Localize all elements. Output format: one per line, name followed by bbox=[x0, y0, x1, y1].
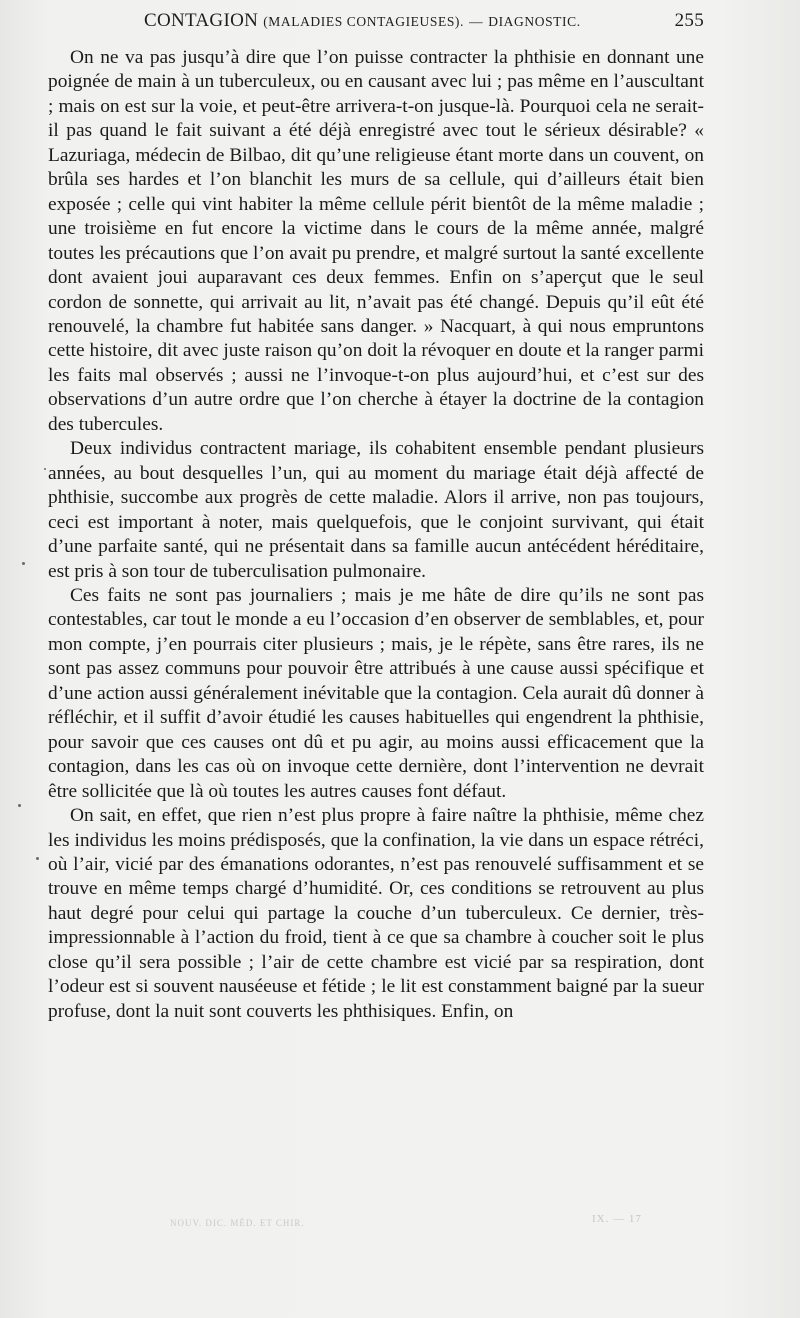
running-head-title bbox=[144, 10, 581, 32]
page-number: 255 bbox=[674, 10, 704, 31]
header-dash: — bbox=[469, 14, 484, 29]
paper-speck bbox=[36, 857, 39, 860]
header-title: CONTAGION bbox=[144, 10, 259, 31]
paragraph: Ces faits ne sont pas journaliers ; mais je me hâte de dire qu’ils ne sont pas contestables, car tout le monde a eu l’occasion d’en observer de semblables, et, pour mon compte, j’en pourrais citer plusieurs ; mais, je le répète, sans être rares, ils ne sont pas assez communs pour pouvoir être attribués à une cause aussi spécifique et d’une action aussi généralement inévitable que la contagion. Cela aurait dû donner à réfléchir, et il suffit d’avoir étudié les causes habituelles qui engendrent la phthisie, pour savoir que ces causes ont dû et pu agir, au moins aussi efficacement que la contagion, dans les cas où on invoque cette dernière, dont l’intervention ne devrait être sollicitée que là où toutes les autres causes font défaut. bbox=[48, 584, 704, 802]
paragraph: On sait, en effet, que rien n’est plus propre à faire naître la phthisie, même chez les individus les moins prédisposés, que la confination, la vie dans un espace rétréci, où l’air, vicié par des émanations odorantes, n’est pas renouvelé suffisamment et se trouve en même temps chargé d’humidité. Or, ces conditions se retrouvent au plus haut degré pour celui qui partage la couche d’un tuberculeux. Ce dernier, très-impressionnable à l’action du froid, tient à ce que sa chambre à coucher soit le plus close qu’il sera possible ; l’air de cette chambre est vicié par sa respiration, dont l’odeur est si souvent nauséeuse et fétide ; le lit est constamment baigné par la sueur profuse, dont la nuit sont couverts les phthisiques. Enfin, on bbox=[48, 805, 704, 1022]
header-subtitle: (MALADIES CONTAGIEUSES). bbox=[263, 14, 464, 29]
paper-speck bbox=[22, 562, 25, 565]
running-head bbox=[48, 10, 704, 40]
header-section: DIAGNOSTIC. bbox=[488, 14, 581, 29]
paragraph: Deux individus contractent mariage, ils cohabitent ensemble pendant plusieurs années, au bout desquelles l’un, qui au moment du mariage était déjà affecté de phthisie, succombe aux progrès de cette maladie. Alors il arrive, non pas toujours, ceci est important à noter, mais quelquefois, que le conjoint survivant, qui était d’une parfaite santé, qui ne présentait dans sa famille aucun antécédent héréditaire, est pris à son tour de tuberculisation pulmonaire. bbox=[48, 438, 704, 582]
footer-note: NOUV. DIC. MÉD. ET CHIR. bbox=[170, 1218, 305, 1228]
paper-speck bbox=[44, 468, 46, 470]
body-text bbox=[48, 46, 704, 1024]
paper-speck bbox=[18, 804, 21, 807]
signature-mark: IX. — 17 bbox=[592, 1213, 642, 1225]
paragraph: On ne va pas jusqu’à dire que l’on puisse contracter la phthisie en donnant une poignée de main à un tuberculeux, ou en causant avec lui ; pas même en l’auscultant ; mais on est sur la voie, et peut-être arrivera-t-on jusque-là. Pourquoi cela ne serait-il pas quand le fait suivant a été déjà enregistré avec tout le sérieux désirable? « Lazuriaga, médecin de Bilbao, dit qu’une religieuse étant morte dans un couvent, on brûla ses hardes et l’on blanchit les murs de sa cellule, qui d’ailleurs était bien exposée ; celle qui vint habiter la même cellule périt bientôt de la même maladie ; une troisième en fut encore la victime dans le cours de la même année, malgré toutes les précautions que l’on avait pu prendre, et malgré surtout la santé excellente dont avaient joui auparavant ces deux femmes. Enfin on s’aperçut que le seul cordon de sonnette, qui arrivait au lit, n’avait pas été changé. Depuis qu’il eût été renouvelé, la chambre fut habitée sans danger. » Nacquart, à qui nous empruntons cette histoire, dit avec juste raison qu’on doit la révoquer en doute et la ranger parmi les faits mal observés ; aussi ne l’invoque-t-on plus aujourd’hui, et c’est sur des observations d’un autre ordre que l’on cherche à étayer la doctrine de la contagion des tubercules. bbox=[48, 47, 704, 435]
